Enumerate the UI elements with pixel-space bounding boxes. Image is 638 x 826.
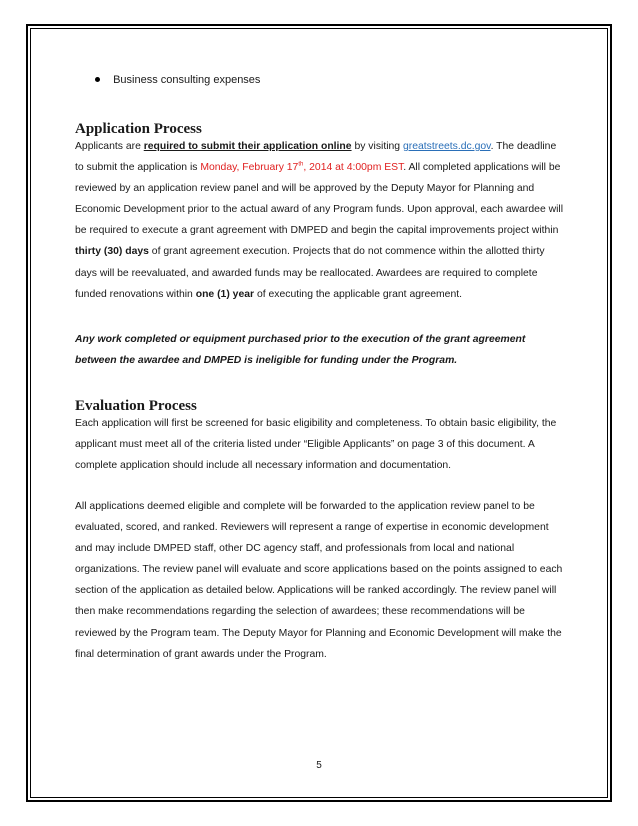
- text-run: of grant agreement execution. Projects that do not commence within the allotted thirty days will be reevaluated, and awarded funds may be reallocated. Awardees are required to complete funded renovations within: [75, 246, 545, 300]
- one-year-text: one (1) year: [195, 288, 255, 300]
- list-item-text: Business consulting expenses: [113, 74, 261, 86]
- page-number: 5: [316, 760, 322, 771]
- ineligible-notice-text: Any work completed or equipment purchased prior to the execution of the grant agreement between the awardee and DMPED is ineligible for funding under the Program.: [75, 334, 526, 367]
- evaluation-process-heading: Evaluation Process: [75, 398, 197, 414]
- evaluation-paragraph-1: [75, 413, 567, 476]
- online-requirement-text: required to submit their application online: [143, 141, 352, 152]
- text-run: by visiting: [351, 141, 403, 152]
- evaluation-paragraph-1-text: Each application will first be screened for basic eligibility and completeness. To obtain basic eligibility, the applicant must meet all of the criteria listed under “Eligible Applicants” on page 3 of this document. A complete application should include all necessary information and documentation.: [75, 418, 557, 472]
- text-run: . The deadline to submit the application is: [75, 141, 557, 174]
- evaluation-paragraph-2: [75, 496, 567, 665]
- thirty-days-text: thirty (30) days: [75, 246, 149, 258]
- text-run: Applicants are: [75, 141, 144, 152]
- application-process-heading: Application Process: [75, 121, 202, 137]
- text-run: . All completed applications will be reviewed by an application review panel and will be approved by the Deputy Mayor for Planning and Economic Development prior to the actual award of any Program funds. Upon approval, each awardee will be required to execute a grant agreement with DMPED and begin the capital improvements project within: [75, 162, 564, 237]
- deadline-date: Monday, February 17th, 2014 at 4:00pm EST: [200, 161, 404, 174]
- greatstreets-link[interactable]: greatstreets.dc.gov: [402, 141, 491, 152]
- application-paragraph: [75, 136, 567, 305]
- text-run: of executing the applicable grant agreement.: [254, 288, 463, 300]
- bullet-icon: [95, 77, 100, 82]
- evaluation-paragraph-2-text: All applications deemed eligible and complete will be forwarded to the application review panel to be evaluated, scored, and ranked. Reviewers will represent a range of expertise in economic development and may include DMPED staff, other DC agency staff, and professionals from local and national organizations. The review panel will evaluate and score applications based on the points assigned to each section of the application as detailed below. Applications will be ranked accordingly. The review panel will then make recommendations regarding the selection of awardees; these recommendations will be reviewed by the Program team. The Deputy Mayor for Planning and Economic Development will make the final determination of grant awards under the Program.: [75, 501, 563, 660]
- list-item: [95, 74, 260, 86]
- ineligible-notice: [75, 329, 567, 371]
